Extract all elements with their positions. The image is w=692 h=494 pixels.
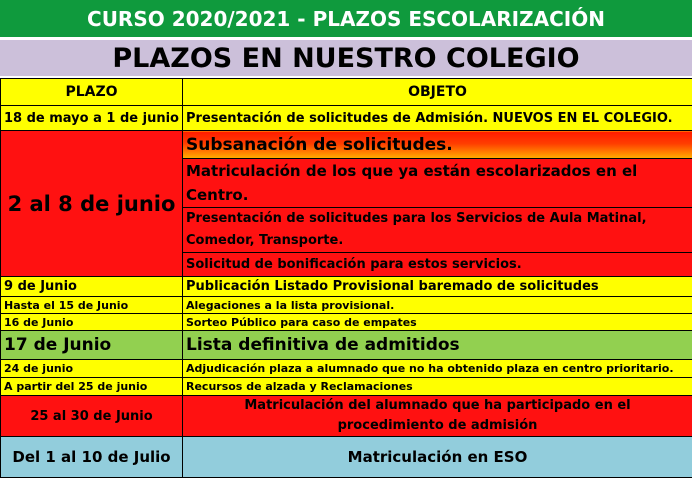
course-banner: CURSO 2020/2021 - PLAZOS ESCOLARIZACIÓN bbox=[0, 0, 692, 37]
objeto-cell: Matriculación del alumnado que ha participado en el procedimiento de admisión bbox=[183, 396, 692, 437]
page-title: PLAZOS EN NUESTRO COLEGIO bbox=[0, 40, 692, 76]
objeto-cell: Solicitud de bonificación para estos servicios. bbox=[183, 253, 692, 277]
objeto-cell: Lista definitiva de admitidos bbox=[183, 331, 692, 360]
plazo-cell: Hasta el 15 de Junio bbox=[1, 297, 183, 314]
table-row bbox=[1, 297, 692, 314]
table-row bbox=[1, 437, 692, 478]
objeto-cell: Recursos de alzada y Reclamaciones bbox=[183, 378, 692, 396]
table-row bbox=[1, 396, 692, 437]
plazo-cell: 9 de Junio bbox=[1, 277, 183, 297]
plazo-cell: 16 de Junio bbox=[1, 314, 183, 331]
plazo-cell: A partir del 25 de junio bbox=[1, 378, 183, 396]
table-row bbox=[1, 277, 692, 297]
plazo-cell: 18 de mayo a 1 de junio bbox=[1, 106, 183, 131]
objeto-cell: Publicación Listado Provisional baremado de solicitudes bbox=[183, 277, 692, 297]
deadlines-table bbox=[0, 78, 692, 478]
table-row bbox=[1, 378, 692, 396]
objeto-cell: Presentación de solicitudes de Admisión. NUEVOS EN EL COLEGIO. bbox=[183, 106, 692, 131]
objeto-cell: Adjudicación plaza a alumnado que no ha obtenido plaza en centro prioritario. bbox=[183, 360, 692, 378]
objeto-cell: Presentación de solicitudes para los Servicios de Aula Matinal, Comedor, Transporte. bbox=[183, 208, 692, 253]
table-header-row bbox=[1, 79, 692, 106]
objeto-cell: Sorteo Público para caso de empates bbox=[183, 314, 692, 331]
header-plazo: PLAZO bbox=[1, 79, 183, 106]
plazo-cell: Del 1 al 10 de Julio bbox=[1, 437, 183, 478]
table-row bbox=[1, 360, 692, 378]
plazo-cell: 17 de Junio bbox=[1, 331, 183, 360]
plazo-cell: 25 al 30 de Junio bbox=[1, 396, 183, 437]
table-row bbox=[1, 106, 692, 131]
objeto-cell: Subsanación de solicitudes. bbox=[183, 131, 692, 159]
plazo-cell: 24 de junio bbox=[1, 360, 183, 378]
plazo-cell: 2 al 8 de junio bbox=[1, 131, 183, 277]
header-objeto: OBJETO bbox=[183, 79, 692, 106]
table-row bbox=[1, 131, 692, 159]
objeto-cell: Alegaciones a la lista provisional. bbox=[183, 297, 692, 314]
objeto-cell: Matriculación en ESO bbox=[183, 437, 692, 478]
table-row bbox=[1, 314, 692, 331]
table-row bbox=[1, 331, 692, 360]
objeto-cell: Matriculación de los que ya están escolarizados en el Centro. bbox=[183, 159, 692, 208]
